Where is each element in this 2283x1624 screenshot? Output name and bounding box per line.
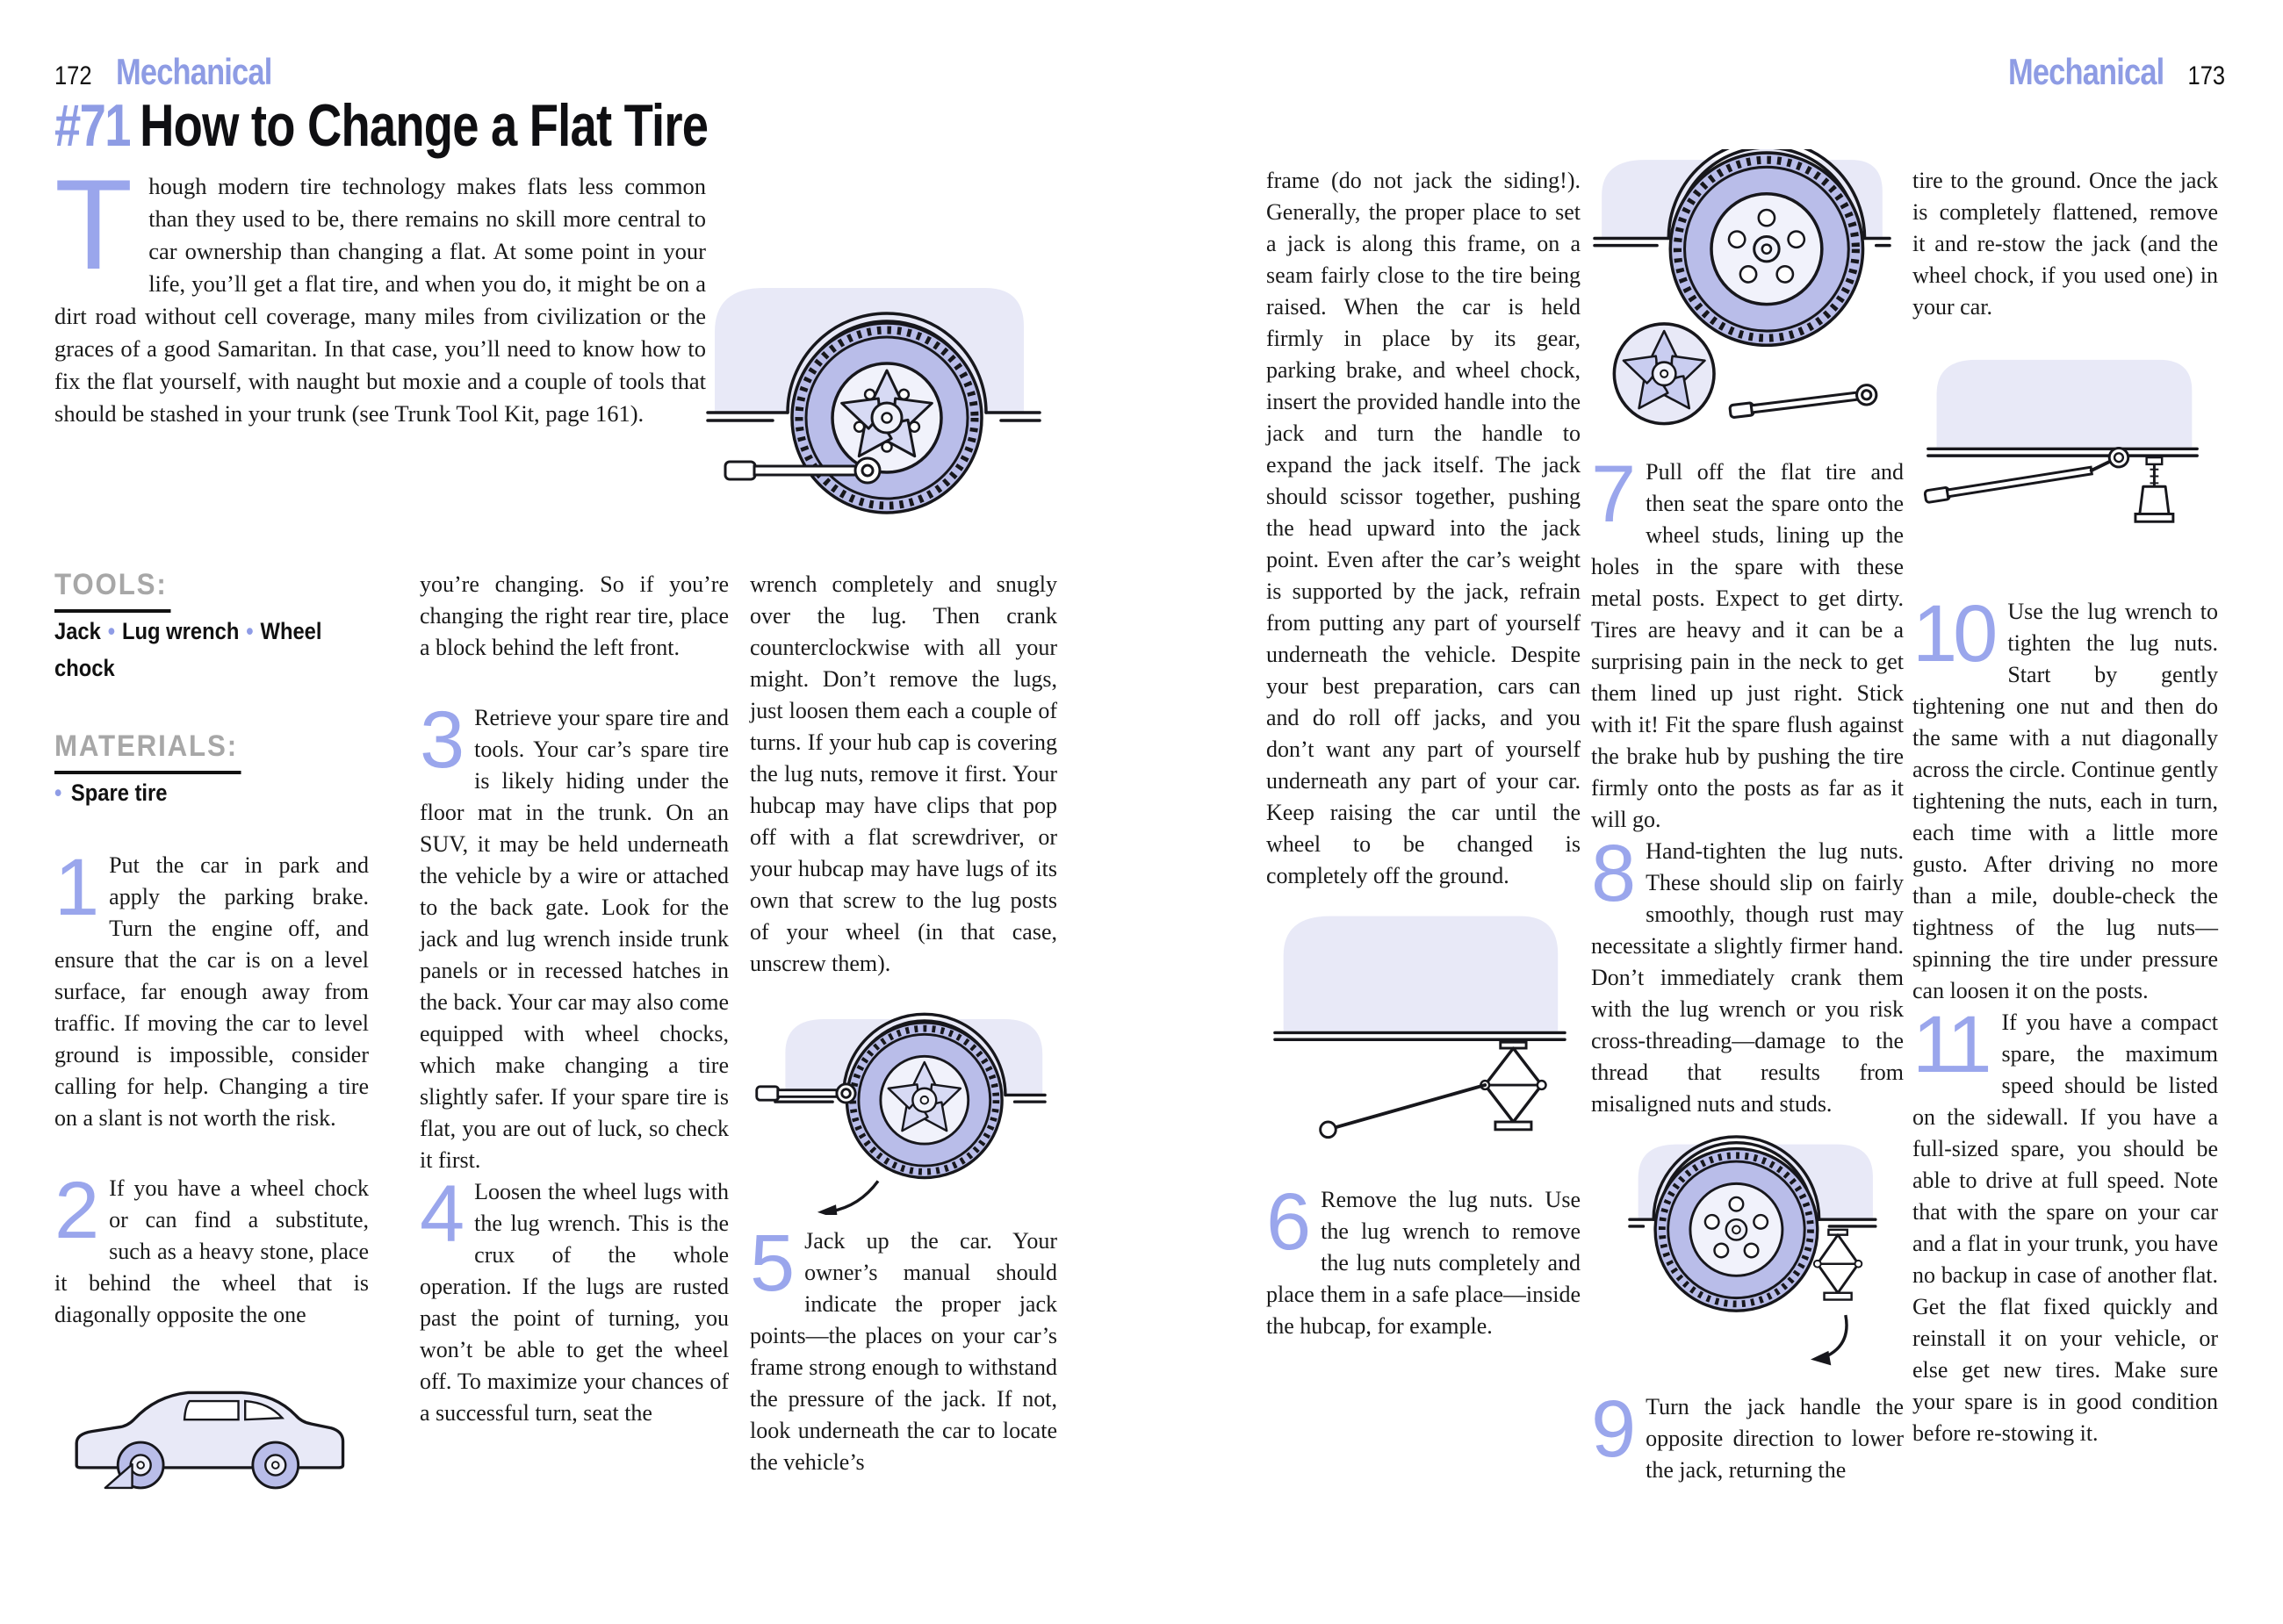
step-number: 5 (750, 1218, 791, 1308)
arrow-icon (1811, 1315, 1847, 1365)
spare-tire-and-wheel-illustration (1593, 149, 1891, 448)
step-number: 1 (54, 843, 96, 932)
page-number-right: 173 (2187, 61, 2225, 90)
step-number: 2 (54, 1166, 96, 1255)
step-2-continuation: you’re changing. So if you’re changing the right rear tire, place a block behind the left front. (420, 571, 729, 660)
right-column-3 (1912, 165, 2218, 1449)
step-2 (54, 1166, 369, 1331)
right-column-2 (1591, 149, 1904, 1486)
screw-jack-icon (2135, 457, 2173, 521)
step-4 (420, 1169, 729, 1429)
step-number: 7 (1591, 449, 1632, 539)
step-number: 3 (420, 695, 461, 785)
intro-text: hough modern tire technology makes flats less common than they used to be, there remains no skill more central to car ownership than changing a flat. At some point in your life, you’ll get a flat tire, and when you do, it might be on a dirt road without cell coverage, many miles from civilization or the graces of a good Samaritan. In that case, you’ll need to know how to fix the flat yourself, with naught but moxie and a couple of tools that should be stashed in your trunk (see Trunk Tool Kit, page 161). (54, 173, 706, 427)
step-text: Turn the jack handle the opposite direction to lower the jack, returning the (1646, 1394, 1904, 1483)
tire-icon (1670, 153, 1862, 345)
section-label-left: Mechanical (116, 51, 272, 92)
tire-icon (846, 1023, 1002, 1178)
step-10 (1912, 589, 2218, 1007)
alloy-wheel-icon (1614, 324, 1714, 424)
step-text: Retrieve your spare tire and tools. Your car’s spare tire is likely hiding under the floor mat in the trunk. On an SUV, it may be held underneath the vehicle by a wire or attached to the back gate. Look for the jack and lug wrench inside trunk panels or in recessed hatches in the back. Your car may also come equipped with wheel chocks, which make changing a tire slightly safer. If your spare tire is flat, you are out of luck, so check it first. (420, 705, 729, 1173)
step-7 (1591, 449, 1904, 836)
drop-cap: T (54, 153, 133, 296)
step-8 (1591, 829, 1904, 1120)
left-page-header (54, 51, 306, 93)
tools-label: TOOLS: (54, 569, 369, 613)
lug-wrench-icon (1729, 384, 1877, 421)
jack-handle-icon (1321, 1085, 1486, 1138)
materials-list (54, 774, 369, 811)
page-number-left: 172 (54, 61, 92, 90)
step-9 (1591, 1384, 1904, 1486)
step-6 (1266, 1177, 1581, 1342)
tire-icon (792, 323, 982, 513)
step-9-continuation: tire to the ground. Once the jack is completely flattened, remove it and re-stow the jack (and the wheel chock, if you used one) in your car. (1912, 168, 2218, 320)
tire-icon (1655, 1149, 1818, 1311)
lowering-jack-tire-illustration (1621, 1134, 1877, 1377)
scissor-jack-under-car-illustration (1264, 902, 1574, 1160)
bullet-icon: • (107, 618, 116, 644)
jacked-tire-with-wrench-illustration (752, 994, 1047, 1215)
flat-tire-wheel-well-illustration (702, 270, 1045, 525)
step-text: Loosen the wheel lugs with the lug wrench. This is the crux of the whole operation. If the lugs are rusted past the point of turning, you won’t be able to get the wheel off. To maximize your chances of a successful turn, seat the (420, 1179, 729, 1426)
step-text: If you have a compact spare, the maximum speed should be listed on the sidewall. If you have a full-sized spare, you should be able to drive at full speed. Note that with the spare on your car and a flat in your trunk, you have no backup in case of another flat. Get the flat fixed quickly and reinstall it on your vehicle, or else get new tires. Make sure your spare is in good condition before re-stowing it. (1912, 1010, 2218, 1446)
car-rocker-with-tools-illustration (1921, 346, 2204, 573)
section-label-right: Mechanical (2007, 51, 2164, 92)
scissor-jack-icon (1814, 1230, 1862, 1300)
step-4-continuation: wrench completely and snugly over the lug. Then crank counterclockwise with all your might. Don’t remove the lugs, just loosen them each a couple of turns. If your hub cap is covering the lug nuts, remove it first. Your hubcap may have clips that pop off with a flat screwdriver, or your hubcap may have lugs of its own that screw to the lug posts of your wheel (in that case, unscrew them). (750, 571, 1057, 976)
tools-list (54, 613, 369, 686)
step-text: Hand-tighten the lug nuts. These should slip on fairly smoothly, though rust may necessitate a slightly firmer hand. Don’t immediately crank them with the lug wrench or you risk cross-threading—damage to the thread that results from misaligned nuts and studs. (1591, 838, 1904, 1117)
step-text: Pull off the flat tire and then seat the spare onto the wheel studs, lining up the holes in the spare with these metal posts. Expect to get dirty. Tires are heavy and it can be a surprising pain in the neck to get them lined up just right. Stick with it! Fit the spare flush against the brake hub by pushing the tire firmly onto the posts as far as it will go. (1591, 459, 1904, 832)
page-title (54, 91, 871, 160)
step-text: If you have a wheel chock or can find a substitute, such as a heavy stone, place it behind the wheel that is diagonally opposite the one (54, 1175, 369, 1327)
left-column-1 (54, 569, 369, 1512)
material-item: Spare tire (70, 780, 168, 806)
step-1 (54, 843, 369, 1134)
step-number: 6 (1266, 1177, 1307, 1267)
car-with-wheel-chock-illustration (60, 1355, 355, 1512)
bullet-icon: • (246, 618, 254, 644)
chapter-title: How to Change a Flat Tire (140, 92, 709, 159)
step-3 (420, 695, 729, 1176)
bullet-icon: • (54, 780, 62, 806)
tool-item: Wheel chock (54, 618, 322, 681)
left-column-2 (420, 569, 729, 1429)
scissor-jack-icon (1480, 1042, 1545, 1130)
tool-item: Lug wrench (122, 618, 240, 644)
left-column-3 (750, 569, 1057, 1478)
intro-paragraph (54, 153, 706, 430)
step-number: 11 (1912, 1000, 1988, 1089)
step-number: 10 (1912, 589, 1994, 679)
arrow-icon (817, 1181, 878, 1215)
step-text: Put the car in park and apply the parking brake. Turn the engine off, and ensure that the car is on a level surface, far enough away from traffic. If moving the car to level ground is impossible, consider calling for help. Changing a tire on a slant is not worth the risk. (54, 852, 369, 1131)
step-number: 8 (1591, 829, 1632, 918)
chapter-number: #71 (54, 92, 130, 159)
step-5 (750, 1218, 1057, 1478)
step-text: Jack up the car. Your owner’s manual should indicate the proper jack points—the places on your car’s frame strong enough to withstand the pressure of the jack. If not, look underneath the car to locate the vehicle’s (750, 1228, 1057, 1475)
step-5-continuation: frame (do not jack the siding!). Generally, the proper place to set a jack is along this frame, on a seam fairly close to the tire being raised. When the car is held firmly in place by its gear, parking brake, and wheel chock, insert the provided handle into the jack and turn the handle to expand the jack itself. The jack should scissor together, pushing the head upward into the jack point. Even after the car’s weight is supported by the jack, refrain from putting any part of yourself underneath the vehicle. Despite your best preparation, cars can and do roll off jacks, and you don’t want any part of yourself underneath any part of your car. Keep raising the car until the wheel to be changed is completely off the ground. (1266, 168, 1581, 888)
right-page-header (1974, 51, 2226, 93)
step-text: Use the lug wrench to tighten the lug nuts. Start by gently tightening one nut and then do the same with a nut diagonally across the circle. Continue gently tightening the nuts, each in turn, each time with a little more gusto. After driving no more than a mile, double-check the tightness of the lug nuts—spinning the tire under pressure can loosen it on the posts. (1912, 599, 2218, 1003)
step-text: Remove the lug nuts. Use the lug wrench to remove the lug nuts completely and place them in a safe place—inside the hubcap, for example. (1266, 1187, 1581, 1339)
step-number: 9 (1591, 1384, 1632, 1474)
right-column-1 (1266, 165, 1581, 1342)
step-11 (1912, 1000, 2218, 1449)
tool-item: Jack (54, 618, 101, 644)
materials-label: MATERIALS: (54, 730, 369, 774)
step-number: 4 (420, 1169, 461, 1259)
rear-wheel-icon (253, 1442, 299, 1488)
